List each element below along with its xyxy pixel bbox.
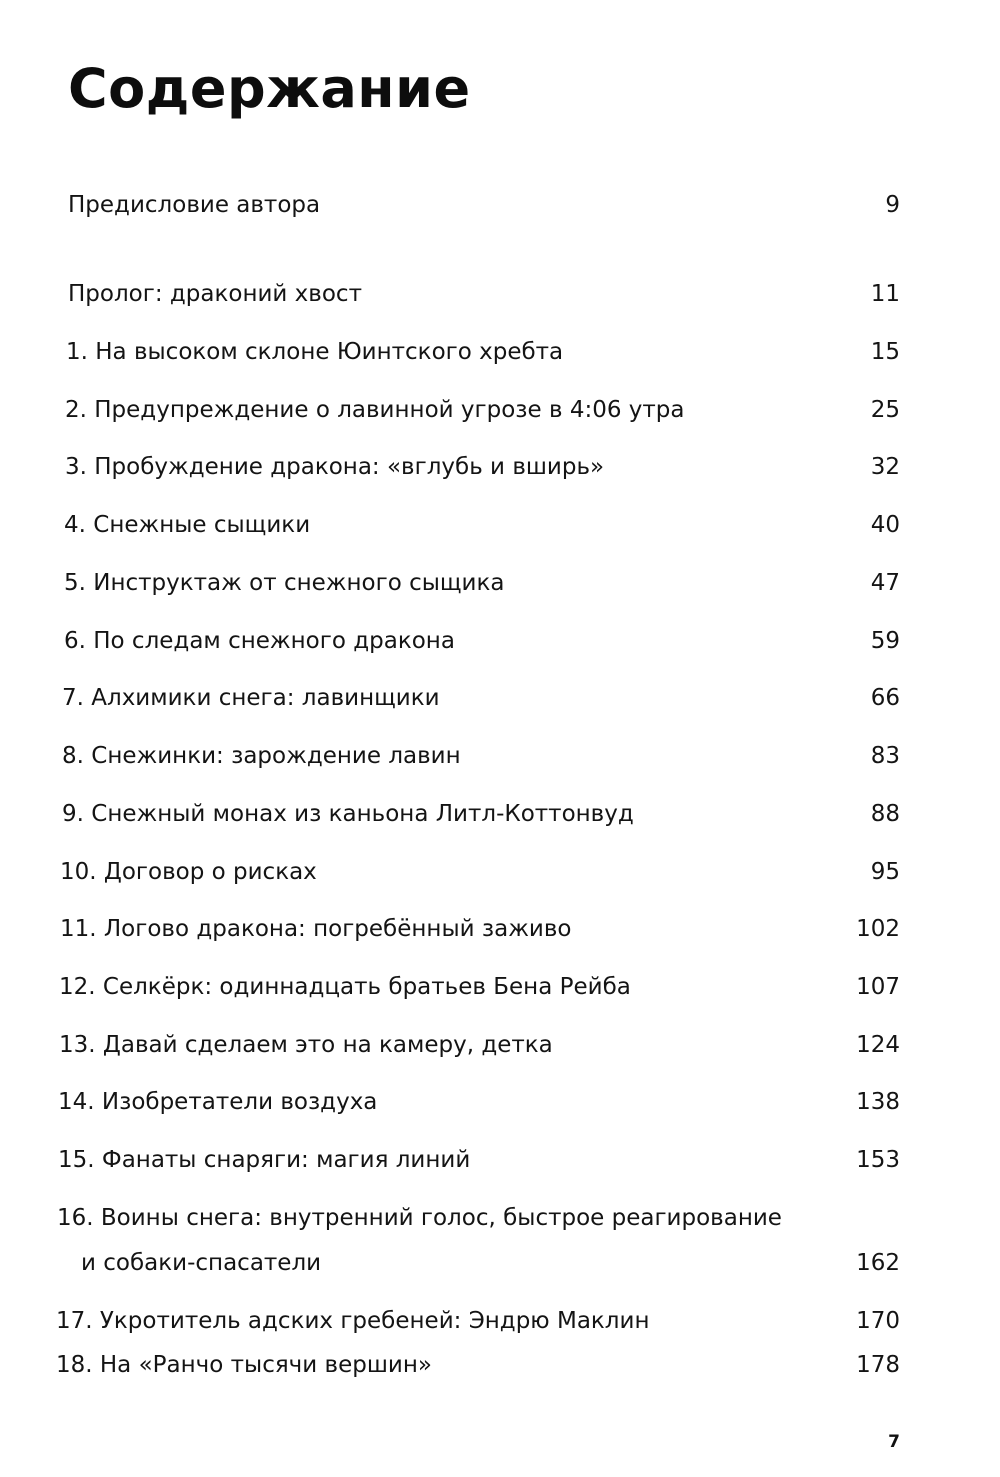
toc-entry-page: 107 (856, 974, 900, 1000)
toc-entry-chapter-9[interactable] (0, 799, 1000, 829)
toc-entry-chapter-11[interactable] (0, 914, 1000, 944)
toc-entry-label: Предисловие автора (68, 192, 321, 218)
toc-entry-page: 40 (870, 512, 900, 538)
toc-entry-page: 170 (856, 1308, 900, 1334)
toc-entry-label: 3. Пробуждение дракона: «вглубь и вширь» (65, 454, 605, 480)
toc-entry-label: 14. Изобретатели воздуха (58, 1089, 378, 1115)
toc-entry-page: 15 (870, 339, 900, 365)
toc-entry-label: 16. Воины снега: внутренний голос, быстрое реагирование (57, 1205, 782, 1231)
toc-entry-page: 11 (870, 281, 900, 307)
toc-entry-label: 7. Алхимики снега: лавинщики (62, 685, 440, 711)
toc-entry-page: 83 (870, 743, 900, 769)
toc-entry-label: 9. Снежный монах из каньона Литл-Коттонвуд (62, 801, 634, 827)
toc-entry-chapter-16[interactable] (0, 1203, 1000, 1278)
toc-entry-chapter-8[interactable] (0, 741, 1000, 771)
toc-entry-label: 18. На «Ранчо тысячи вершин» (56, 1352, 432, 1378)
toc-entry-chapter-4[interactable] (0, 510, 1000, 540)
toc-entry-page: 138 (856, 1089, 900, 1115)
toc-entry-chapter-1[interactable] (0, 337, 1000, 367)
toc-entry-chapter-18[interactable] (0, 1350, 1000, 1380)
toc-entry-page: 25 (870, 397, 900, 423)
toc-entry-page: 153 (856, 1147, 900, 1173)
toc-entry-chapter-13[interactable] (0, 1030, 1000, 1060)
toc-entry-page: 178 (856, 1352, 900, 1378)
toc-entry-page: 59 (870, 628, 900, 654)
toc-entry-label-continued: и собаки-спасатели (81, 1250, 322, 1276)
toc-entry-label: 12. Селкёрк: одиннадцать братьев Бена Рейба (59, 974, 631, 1000)
toc-entry-chapter-7[interactable] (0, 683, 1000, 713)
toc-entry-label: 1. На высоком склоне Юинтского хребта (66, 339, 564, 365)
toc-entry-label: 8. Снежинки: зарождение лавин (62, 743, 461, 769)
toc-entry-label: 4. Снежные сыщики (64, 512, 311, 538)
toc-entry-page: 95 (870, 859, 900, 885)
toc-entry-chapter-3[interactable] (0, 452, 1000, 482)
toc-entry-chapter-15[interactable] (0, 1145, 1000, 1175)
toc-entry-chapter-6[interactable] (0, 626, 1000, 656)
toc-entry-chapter-10[interactable] (0, 857, 1000, 887)
toc-entry-label: 5. Инструктаж от снежного сыщика (64, 570, 505, 596)
toc-entry-prologue[interactable] (0, 279, 1000, 309)
page-number: 7 (888, 1432, 900, 1452)
toc-entry-page: 9 (885, 192, 900, 218)
toc-entry-label: 15. Фанаты снаряги: магия линий (58, 1147, 471, 1173)
toc-entry-page: 124 (856, 1032, 900, 1058)
toc-entry-label: 10. Договор о рисках (60, 859, 317, 885)
toc-entry-chapter-12[interactable] (0, 972, 1000, 1002)
toc-entry-chapter-5[interactable] (0, 568, 1000, 598)
toc-entry-label: 17. Укротитель адских гребеней: Эндрю Маклин (56, 1308, 650, 1334)
toc-entry-preface[interactable] (0, 190, 1000, 220)
toc-entry-page: 102 (856, 916, 900, 942)
page-title: Содержание (68, 57, 471, 120)
toc-entry-label: 13. Давай сделаем это на камеру, детка (59, 1032, 553, 1058)
toc-entry-page: 66 (870, 685, 900, 711)
toc-entry-page: 162 (856, 1250, 900, 1276)
toc-entry-label: 6. По следам снежного дракона (64, 628, 455, 654)
toc-entry-chapter-14[interactable] (0, 1087, 1000, 1117)
toc-entry-chapter-17[interactable] (0, 1306, 1000, 1336)
toc-entry-label: 11. Логово дракона: погребённый заживо (60, 916, 572, 942)
toc-entry-chapter-2[interactable] (0, 395, 1000, 425)
toc-entry-page: 32 (870, 454, 900, 480)
toc-entry-label: Пролог: драконий хвост (68, 281, 362, 307)
toc-entry-label: 2. Предупреждение о лавинной угрозе в 4:06 утра (65, 397, 685, 423)
toc-entry-page: 88 (870, 801, 900, 827)
toc-entry-page: 47 (870, 570, 900, 596)
